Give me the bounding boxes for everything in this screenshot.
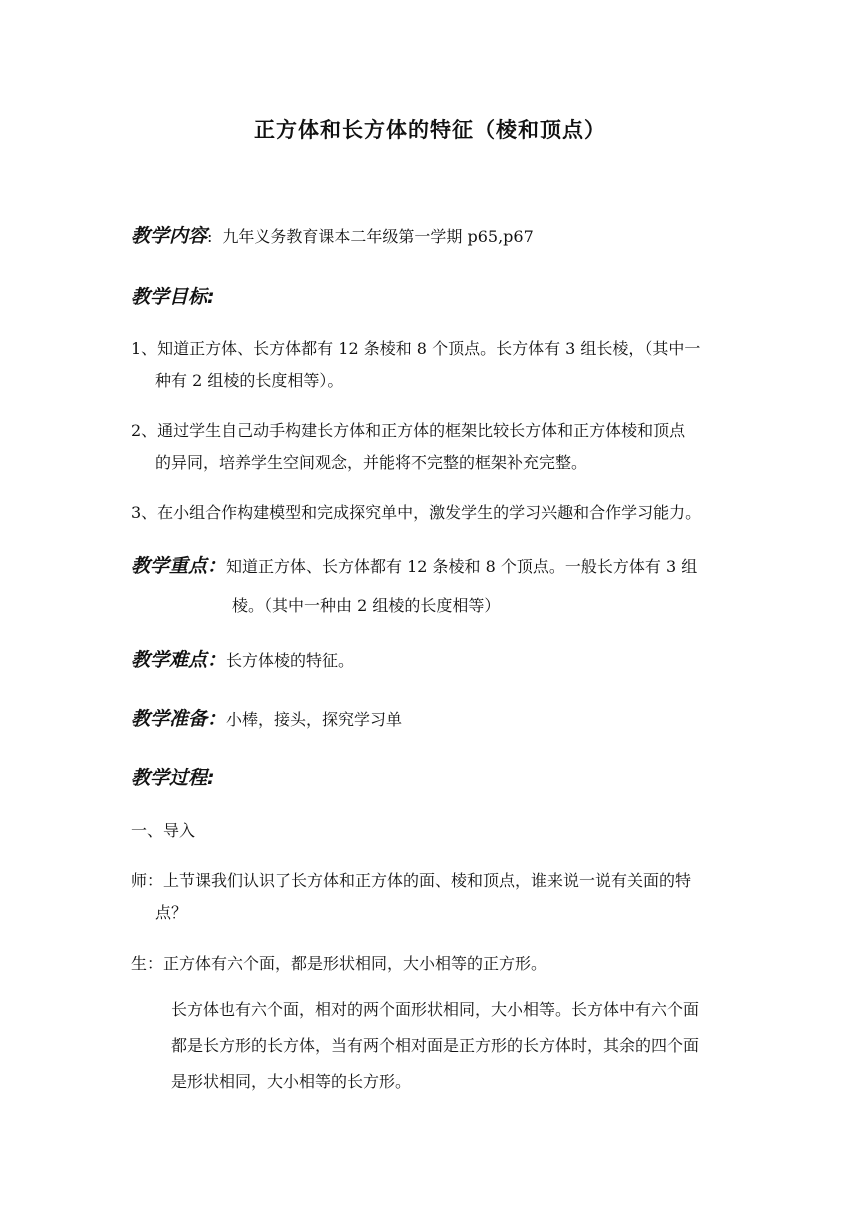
teacher-line1: 师：上节课我们认识了长方体和正方体的面、棱和顶点，谁来说一说有关面的特 [131,871,692,890]
difficulty [131,650,354,671]
teaching-content [131,226,534,247]
student-more-line3: 是形状相同，大小相等的长方形。 [171,1072,412,1091]
student-line1: 生：正方体有六个面，都是形状相同，大小相等的正方形。 [131,954,548,973]
goal-1-line1: 1、知道正方体、长方体都有 12 条棱和 8 个顶点。长方体有 3 组长棱，（其中一 [131,339,701,358]
key-point-line1: 知道正方体、长方体都有 12 条棱和 8 个顶点。一般长方体有 3 组 [226,557,698,576]
goal-1-line2: 种有 2 组棱的长度相等）。 [155,371,344,390]
teacher-line2: 点？ [155,903,188,922]
document-title: 正方体和长方体的特征（棱和顶点） [254,118,606,142]
section-intro: 一、导入 [131,821,196,840]
goal-3-line1: 3、在小组合作构建模型和完成探究单中，激发学生的学习兴趣和合作学习能力。 [131,503,702,522]
key-point [131,556,697,577]
student-more-line1: 长方体也有六个面，相对的两个面形状相同，大小相等。长方体中有六个面 [171,1000,700,1019]
goal-2-line1: 2、通过学生自己动手构建长方体和正方体的框架比较长方体和正方体棱和顶点 [131,421,686,440]
key-point-line2: 棱。（其中一种由 2 组棱的长度相等） [232,596,501,615]
content-label: 教学内容 [131,225,208,247]
process-heading [131,768,215,789]
difficulty-label: 教学难点： [131,649,227,671]
preparation-label: 教学准备： [131,708,227,730]
content-text: 九年义务教育课本二年级第一学期 p65,p67 [222,227,534,246]
difficulty-text: 长方体棱的特征。 [226,651,355,670]
goals-label: 教学目标: [131,286,215,308]
goal-2-line2: 的异同，培养学生空间观念，并能将不完整的框架补充完整。 [155,453,588,472]
key-point-label: 教学重点： [131,555,227,577]
preparation [131,709,402,730]
goals-heading [131,287,215,308]
preparation-text: 小棒，接头，探究学习单 [226,710,403,729]
student-more-line2: 都是长方形的长方体，当有两个相对面是正方形的长方体时，其余的四个面 [171,1036,700,1055]
process-label: 教学过程: [131,767,215,789]
content-sep: : [207,227,213,246]
